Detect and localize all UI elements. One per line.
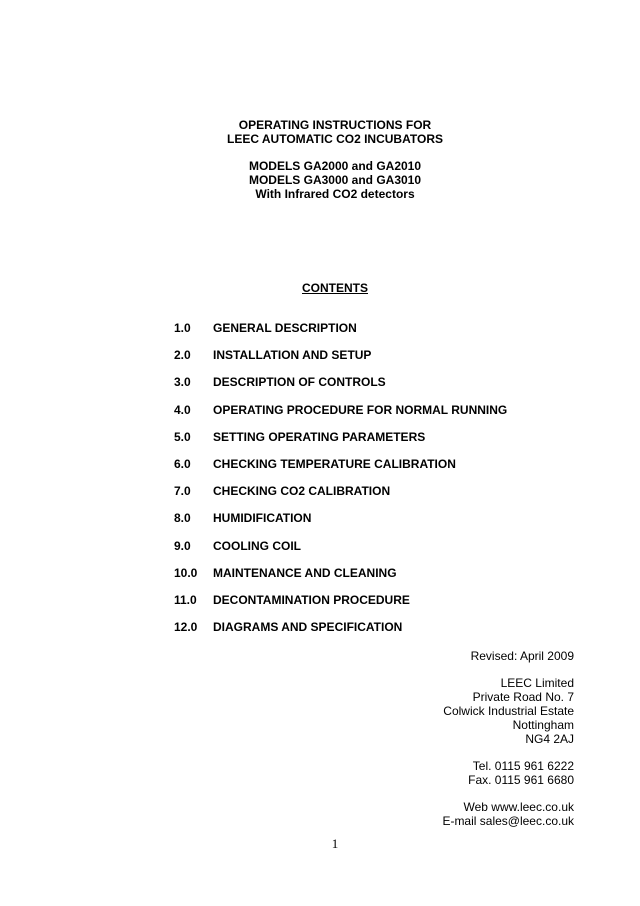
table-of-contents	[174, 321, 507, 647]
revision-date: Revised: April 2009	[470, 649, 574, 663]
toc-item-label: COOLING COIL	[213, 538, 301, 553]
website: Web www.leec.co.uk	[463, 800, 574, 814]
telephone: Tel. 0115 961 6222	[472, 759, 574, 773]
toc-item-label: MAINTENANCE AND CLEANING	[213, 565, 397, 580]
toc-item-label: HUMIDIFICATION	[213, 511, 312, 526]
address-estate: Colwick Industrial Estate	[443, 704, 574, 718]
toc-item	[174, 321, 507, 348]
toc-item-label: INSTALLATION AND SETUP	[213, 348, 372, 363]
toc-item-number: 5.0	[174, 429, 191, 444]
title-line-2: LEEC AUTOMATIC CO2 INCUBATORS	[226, 132, 443, 146]
toc-item-number: 9.0	[174, 538, 191, 553]
models-line-2: MODELS GA3000 and GA3010	[248, 173, 422, 187]
toc-item	[174, 539, 507, 566]
toc-item-number: 6.0	[174, 456, 191, 471]
toc-item-number: 11.0	[174, 592, 197, 607]
address-postcode: NG4 2AJ	[525, 732, 574, 746]
fax: Fax. 0115 961 6680	[468, 773, 574, 787]
toc-item-label: CHECKING TEMPERATURE CALIBRATION	[213, 456, 456, 471]
toc-item-number: 3.0	[174, 375, 191, 390]
toc-item	[174, 403, 507, 430]
toc-item	[174, 457, 507, 484]
toc-item	[174, 348, 507, 375]
models-line-1: MODELS GA2000 and GA2010	[248, 159, 422, 173]
address-city: Nottingham	[512, 718, 574, 732]
toc-item-number: 4.0	[174, 402, 191, 417]
address-street: Private Road No. 7	[472, 690, 574, 704]
models-line-3: With Infrared CO2 detectors	[255, 187, 415, 201]
toc-item	[174, 593, 507, 620]
toc-item	[174, 620, 507, 647]
toc-item	[174, 484, 507, 511]
toc-item	[174, 430, 507, 457]
contents-heading: CONTENTS	[302, 281, 368, 295]
toc-item-label: DECONTAMINATION PROCEDURE	[213, 592, 410, 607]
toc-item-label: GENERAL DESCRIPTION	[213, 321, 357, 335]
toc-item-number: 12.0	[174, 620, 198, 635]
toc-item	[174, 566, 507, 593]
toc-item	[174, 511, 507, 538]
toc-item-label: DESCRIPTION OF CONTROLS	[213, 375, 386, 390]
toc-item-label: OPERATING PROCEDURE FOR NORMAL RUNNING	[213, 402, 508, 417]
title-line-1: OPERATING INSTRUCTIONS FOR	[238, 118, 432, 132]
toc-item-label: DIAGRAMS AND SPECIFICATION	[213, 620, 403, 635]
toc-item-number: 2.0	[174, 348, 191, 363]
toc-item	[174, 375, 507, 402]
toc-item-number: 10.0	[174, 565, 198, 580]
document-title	[0, 118, 640, 201]
toc-item-number: 1.0	[174, 321, 191, 335]
page-number: 1	[331, 836, 339, 851]
company-name: LEEC Limited	[500, 676, 574, 690]
toc-item-label: SETTING OPERATING PARAMETERS	[213, 429, 426, 444]
toc-item-number: 8.0	[174, 511, 191, 526]
toc-item-label: CHECKING CO2 CALIBRATION	[213, 484, 391, 499]
email: E-mail sales@leec.co.uk	[442, 814, 574, 828]
company-address-block	[442, 649, 574, 828]
toc-item-number: 7.0	[174, 484, 191, 499]
